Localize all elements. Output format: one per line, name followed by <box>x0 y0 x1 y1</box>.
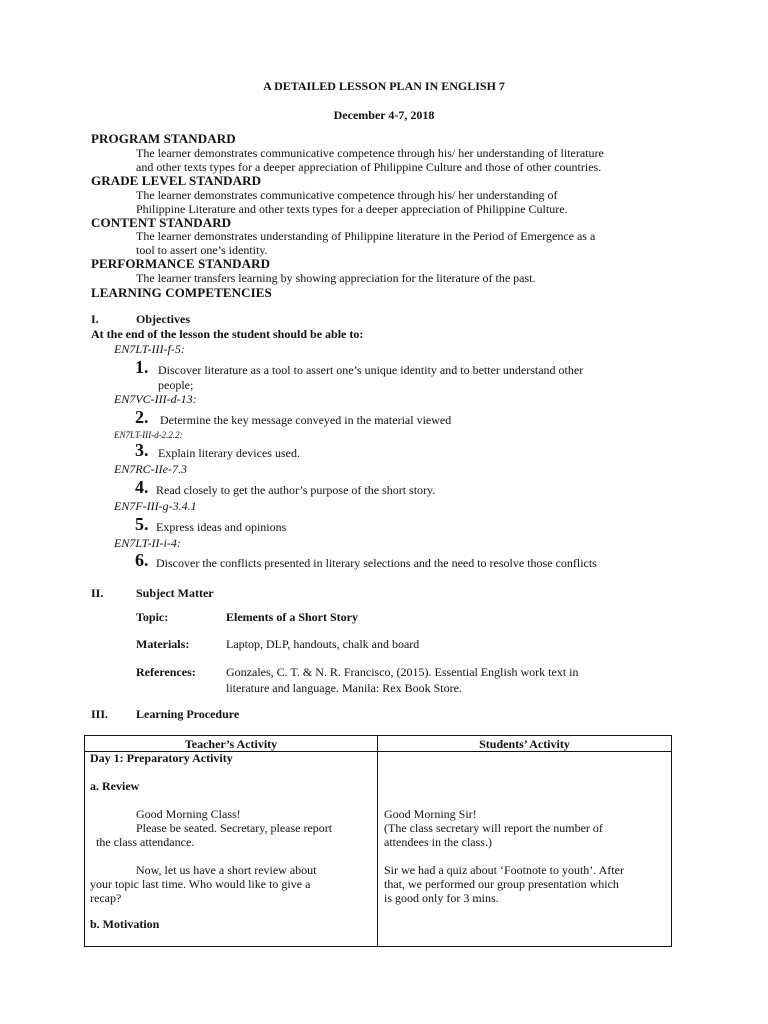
objectives-numeral: I. <box>91 312 99 326</box>
students-column-header: Students’ Activity <box>479 737 570 751</box>
materials-label: Materials: <box>136 637 190 651</box>
student-line: attendees in the class.) <box>384 835 492 849</box>
procedure-heading: Learning Procedure <box>136 707 240 721</box>
program-standard-text-2: and other texts types for a deeper appreciation of Philippine Culture and those of other countries. <box>136 160 602 174</box>
competency-code: EN7LT-III-d-2.2.2: <box>114 430 183 440</box>
topic-label: Topic: <box>136 610 169 624</box>
content-standard-heading: CONTENT STANDARD <box>91 215 232 230</box>
grade-level-standard-text-2: Philippine Literature and other texts types for a deeper appreciation of Philippine Culture. <box>136 202 568 216</box>
content-standard-text-1: The learner demonstrates understanding of Philippine literature in the Period of Emergence as a <box>136 229 596 243</box>
objective-number: 2. <box>135 407 149 427</box>
objective-text: Discover literature as a tool to assert one’s unique identity and to better understand other <box>158 363 584 377</box>
objectives-intro: At the end of the lesson the student should be able to: <box>91 327 364 341</box>
program-standard-text-1: The learner demonstrates communicative competence through his/ her understanding of literature <box>136 146 604 160</box>
teacher-line: your topic last time. Who would like to give a <box>90 877 311 891</box>
document-title: A DETAILED LESSON PLAN IN ENGLISH 7 <box>263 79 505 93</box>
competency-code: EN7F-III-g-3.4.1 <box>114 499 197 513</box>
references-value-2: literature and language. Manila: Rex Book Store. <box>226 681 462 695</box>
teacher-line: Now, let us have a short review about <box>136 863 317 877</box>
references-label: References: <box>136 665 196 679</box>
student-line: that, we performed our group presentation which <box>384 877 619 891</box>
student-line: (The class secretary will report the number of <box>384 821 603 835</box>
competency-code: EN7VC-III-d-13: <box>114 392 197 406</box>
procedure-numeral: III. <box>91 707 109 721</box>
objective-number: 4. <box>135 477 149 497</box>
student-line: Good Morning Sir! <box>384 807 477 821</box>
student-line: is good only for 3 mins. <box>384 891 499 905</box>
objective-text: Determine the key message conveyed in the material viewed <box>160 413 452 427</box>
teacher-column-header: Teacher’s Activity <box>184 737 278 751</box>
performance-standard-heading: PERFORMANCE STANDARD <box>91 256 271 271</box>
objective-text: Read closely to get the author’s purpose of the short story. <box>156 483 436 497</box>
competency-code: EN7LT-III-f-5: <box>114 342 185 356</box>
student-line: Sir we had a quiz about ‘Footnote to youth’. After <box>384 863 624 877</box>
grade-level-standard-text-1: The learner demonstrates communicative competence through his/ her understanding of <box>136 188 558 202</box>
teacher-line: recap? <box>90 891 122 905</box>
day-heading: Day 1: Preparatory Activity <box>90 751 233 765</box>
content-standard-text-2: tool to assert one’s identity. <box>136 243 268 257</box>
topic-value: Elements of a Short Story <box>226 610 358 624</box>
grade-level-standard-heading: GRADE LEVEL STANDARD <box>91 173 262 188</box>
materials-value: Laptop, DLP, handouts, chalk and board <box>226 637 420 651</box>
objective-number: 5. <box>135 514 149 534</box>
teacher-line: Please be seated. Secretary, please report <box>136 821 333 835</box>
objective-text: Discover the conflicts presented in literary selections and the need to resolve those conflicts <box>156 556 597 570</box>
review-heading: a. Review <box>90 779 140 793</box>
objective-number: 1. <box>135 357 149 377</box>
objectives-heading: Objectives <box>136 312 190 326</box>
competency-code: EN7RC-IIe-7.3 <box>114 462 187 476</box>
subject-matter-heading: Subject Matter <box>136 586 214 600</box>
objective-text-cont: people; <box>158 378 194 392</box>
competency-code: EN7LT-II-i-4: <box>114 536 181 550</box>
objective-number: 6. <box>135 550 149 570</box>
objective-number: 3. <box>135 440 149 460</box>
subject-matter-numeral: II. <box>91 586 104 600</box>
teacher-line: Good Morning Class! <box>136 807 241 821</box>
objective-text: Explain literary devices used. <box>158 446 300 460</box>
program-standard-heading: PROGRAM STANDARD <box>91 131 236 146</box>
objective-text: Express ideas and opinions <box>156 520 287 534</box>
references-value-1: Gonzales, C. T. & N. R. Francisco, (2015). Essential English work text in <box>226 665 579 679</box>
document-date: December 4-7, 2018 <box>333 108 435 122</box>
teacher-line: the class attendance. <box>96 835 195 849</box>
learning-competencies-heading: LEARNING COMPETENCIES <box>91 285 272 300</box>
performance-standard-text-1: The learner transfers learning by showing appreciation for the literature of the past. <box>136 271 536 285</box>
motivation-heading: b. Motivation <box>90 917 160 931</box>
activity-table <box>84 735 672 947</box>
table-column-divider <box>377 736 378 946</box>
